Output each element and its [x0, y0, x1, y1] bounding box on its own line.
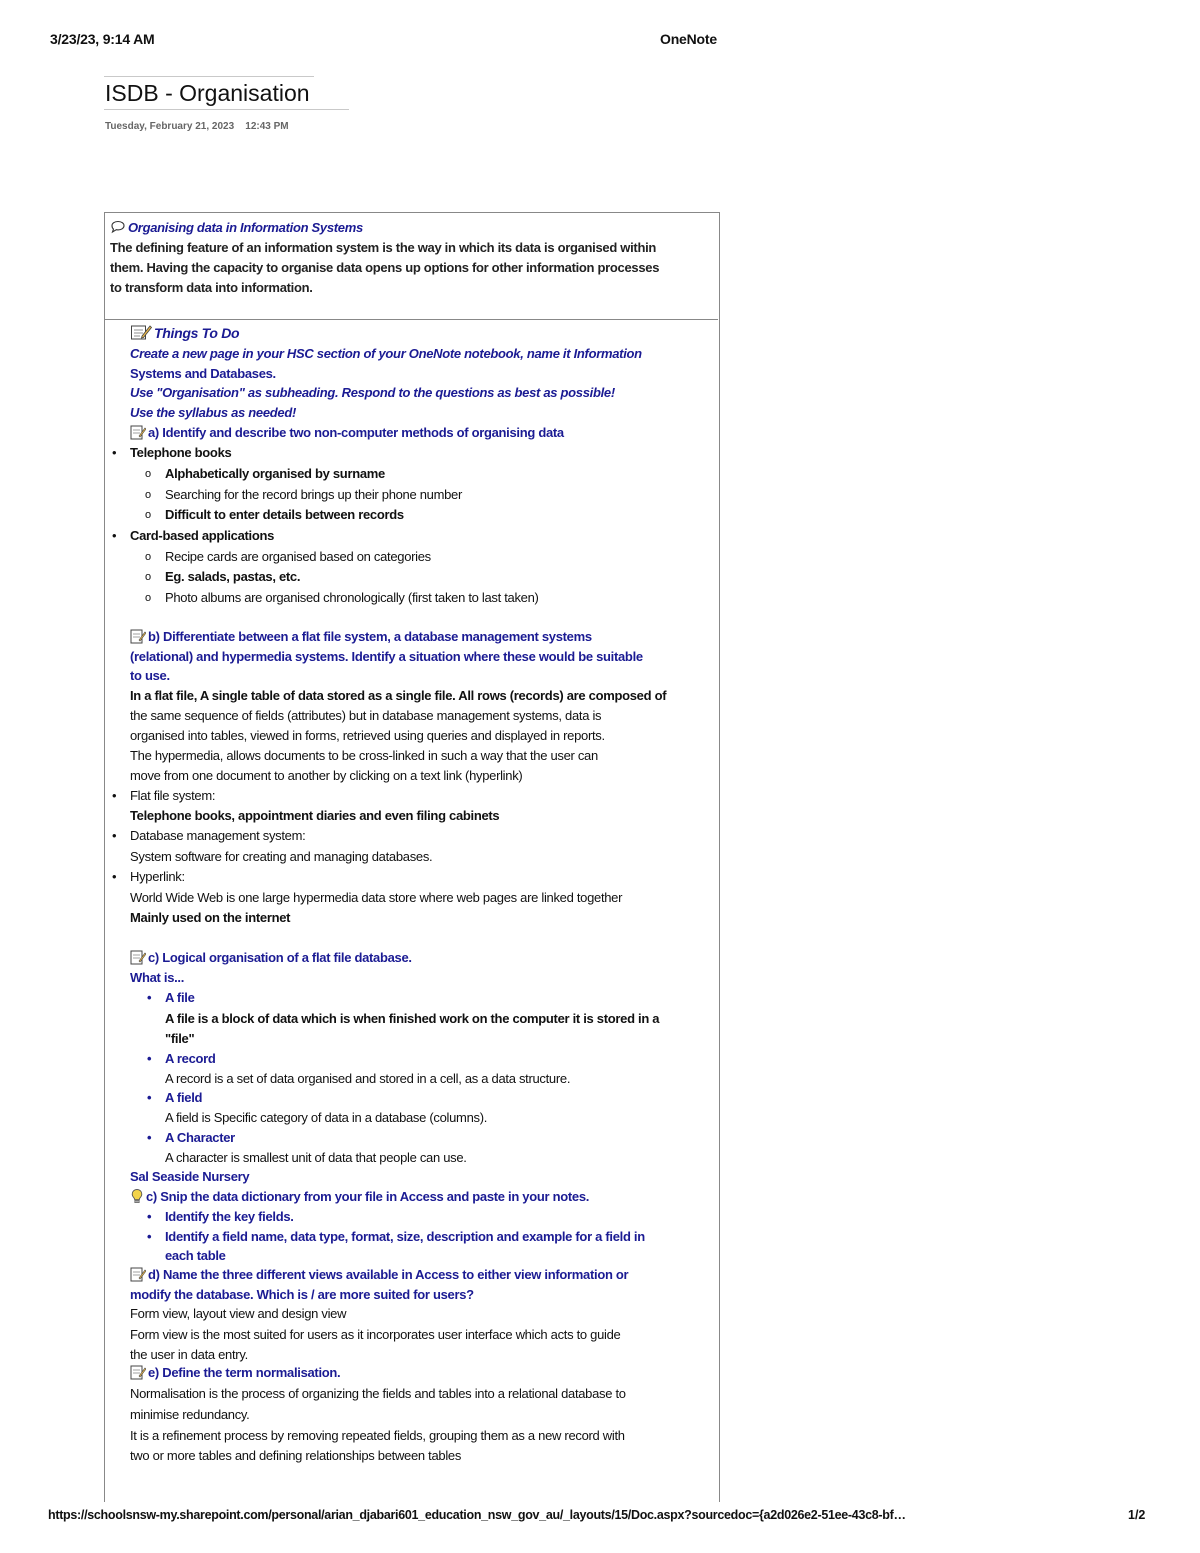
note-pad-icon: [130, 628, 146, 644]
hyperlink-text-2: Mainly used on the internet: [130, 910, 291, 925]
file-label: A file: [165, 990, 195, 1005]
question-d-row: [130, 1265, 628, 1285]
print-footer-url: https://schoolsnsw-my.sharepoint.com/personal/arian_djabari601_education_nsw_gov_au/_layouts/15/Doc.aspx?sourcedoc={a2d026e2-51ee-43c8-bf…: [48, 1508, 906, 1522]
what-is-label: What is...: [130, 970, 185, 985]
card-item-2: Eg. salads, pastas, etc.: [165, 569, 301, 584]
bullet-icon: •: [147, 1051, 152, 1066]
note-pad-icon: [130, 1266, 146, 1282]
intro-heading: Organising data in Information Systems: [128, 220, 363, 235]
question-c-row: [130, 948, 412, 968]
circle-bullet-icon: o: [145, 551, 152, 563]
dbms-label: Database management system:: [130, 828, 306, 843]
bullet-icon: •: [147, 1229, 152, 1244]
answer-b-line-4: The hypermedia, allows documents to be cross-linked in such a way that the user can: [130, 748, 598, 763]
telephone-item-3: Difficult to enter details between records: [165, 507, 404, 522]
title-top-rule: [104, 76, 314, 77]
telephone-item-2: Searching for the record brings up their phone number: [165, 487, 463, 502]
dbms-text: System software for creating and managing databases.: [130, 849, 433, 864]
intro-line-1: The defining feature of an information system is the way in which its data is organised within: [110, 240, 657, 255]
question-a: a) Identify and describe two non-computer methods of organising data: [148, 425, 564, 440]
question-c: c) Logical organisation of a flat file database.: [148, 950, 412, 965]
answer-e-line-3: It is a refinement process by removing repeated fields, grouping them as a new record with: [130, 1428, 625, 1443]
todo-heading-row: [130, 323, 239, 344]
circle-bullet-icon: o: [145, 592, 152, 604]
question-d-line-2: modify the database. Which is / are more suited for users?: [130, 1287, 474, 1302]
intro-line-2: them. Having the capacity to organise data opens up options for other information processes: [110, 260, 660, 275]
file-text-1: A file is a block of data which is when finished work on the computer it is stored in a: [165, 1011, 660, 1026]
lightbulb-icon: [130, 1188, 144, 1204]
record-text: A record is a set of data organised and stored in a cell, as a data structure.: [165, 1071, 571, 1086]
circle-bullet-icon: o: [145, 468, 152, 480]
intro-heading-row: [110, 218, 363, 238]
field-text: A field is Specific category of data in a database (columns).: [165, 1110, 488, 1125]
question-b-line-1: b) Differentiate between a flat file system, a database management systems: [148, 629, 592, 644]
question-e-row: [130, 1363, 340, 1383]
snip-question: c) Snip the data dictionary from your file in Access and paste in your notes.: [146, 1189, 590, 1204]
answer-d-line-2: Form view is the most suited for users as it incorporates user interface which acts to guide: [130, 1327, 621, 1342]
intro-box: [105, 213, 718, 320]
telephone-books-label: Telephone books: [130, 445, 232, 460]
answer-b-line-1: In a flat file, A single table of data stored as a single file. All rows (records) are composed of: [130, 688, 667, 703]
todo-line-4: Use the syllabus as needed!: [130, 405, 297, 420]
bullet-icon: •: [112, 788, 117, 803]
flat-file-text: Telephone books, appointment diaries and even filing cabinets: [130, 808, 500, 823]
circle-bullet-icon: o: [145, 489, 152, 501]
bullet-icon: •: [112, 828, 117, 843]
circle-bullet-icon: o: [145, 571, 152, 583]
answer-d-line-3: the user in data entry.: [130, 1347, 248, 1362]
title-bottom-rule: [104, 109, 349, 110]
todo-line-2: Systems and Databases.: [130, 366, 276, 381]
answer-b-line-2: the same sequence of fields (attributes) but in database management systems, data is: [130, 708, 602, 723]
bullet-icon: •: [112, 869, 117, 884]
bullet-icon: •: [112, 528, 117, 543]
note-pad-icon: [130, 424, 146, 440]
question-b-row: [130, 627, 592, 647]
snip-bullet-1: Identify the key fields.: [165, 1209, 294, 1224]
print-page-number: 1/2: [1128, 1508, 1146, 1522]
question-b-line-2: (relational) and hypermedia systems. Identify a situation where these would be suitable: [130, 649, 643, 664]
page-title: ISDB - Organisation: [105, 80, 310, 106]
note-pad-icon: [130, 949, 146, 965]
bullet-icon: •: [112, 445, 117, 460]
card-item-3: Photo albums are organised chronologically (first taken to last taken): [165, 590, 539, 605]
bullet-icon: •: [147, 1209, 152, 1224]
answer-d-line-1: Form view, layout view and design view: [130, 1306, 347, 1321]
todo-heading: Things To Do: [154, 325, 240, 341]
print-app-name: OneNote: [660, 31, 717, 47]
snip-question-row: [130, 1187, 589, 1207]
record-label: A record: [165, 1051, 216, 1066]
answer-b-line-5: move from one document to another by clicking on a text link (hyperlink): [130, 768, 523, 783]
bullet-icon: •: [147, 1090, 152, 1105]
snip-bullet-2a: Identify a field name, data type, format, size, description and example for a field in: [165, 1229, 645, 1244]
character-label: A Character: [165, 1130, 235, 1145]
circle-bullet-icon: o: [145, 509, 152, 521]
page-date-time: 12:43 PM: [245, 121, 289, 132]
answer-e-line-2: minimise redundancy.: [130, 1407, 250, 1422]
note-pad-icon: [130, 323, 152, 341]
field-label: A field: [165, 1090, 203, 1105]
speech-bubble-icon: [110, 219, 126, 235]
todo-line-3: Use "Organisation" as subheading. Respond to the questions as best as possible!: [130, 385, 615, 400]
question-a-row: [130, 423, 564, 443]
bullet-icon: •: [147, 1130, 152, 1145]
telephone-item-1: Alphabetically organised by surname: [165, 466, 385, 481]
todo-line-1: Create a new page in your HSC section of your OneNote notebook, name it Information: [130, 346, 642, 361]
page-date-day: Tuesday, February 21, 2023: [105, 121, 235, 132]
question-d-line-1: d) Name the three different views available in Access to either view information or: [148, 1267, 629, 1282]
print-datetime: 3/23/23, 9:14 AM: [50, 31, 155, 47]
file-text-2: "file": [165, 1031, 195, 1046]
note-pad-icon: [130, 1364, 146, 1380]
bullet-icon: •: [147, 990, 152, 1005]
question-b-line-3: to use.: [130, 668, 170, 683]
flat-file-label: Flat file system:: [130, 788, 216, 803]
hyperlink-text-1: World Wide Web is one large hypermedia data store where web pages are linked together: [130, 890, 623, 905]
hyperlink-label: Hyperlink:: [130, 869, 185, 884]
nursery-label: Sal Seaside Nursery: [130, 1169, 250, 1184]
card-based-label: Card-based applications: [130, 528, 275, 543]
character-text: A character is smallest unit of data that people can use.: [165, 1150, 467, 1165]
answer-e-line-1: Normalisation is the process of organizing the fields and tables into a relational database to: [130, 1386, 626, 1401]
intro-line-3: to transform data into information.: [110, 280, 313, 295]
answer-b-line-3: organised into tables, viewed in forms, retrieved using queries and displayed in reports.: [130, 728, 605, 743]
card-item-1: Recipe cards are organised based on categories: [165, 549, 431, 564]
question-e: e) Define the term normalisation.: [148, 1365, 341, 1380]
snip-bullet-2b: each table: [165, 1248, 226, 1263]
page-date: [105, 121, 289, 132]
answer-e-line-4: two or more tables and defining relationships between tables: [130, 1448, 462, 1463]
